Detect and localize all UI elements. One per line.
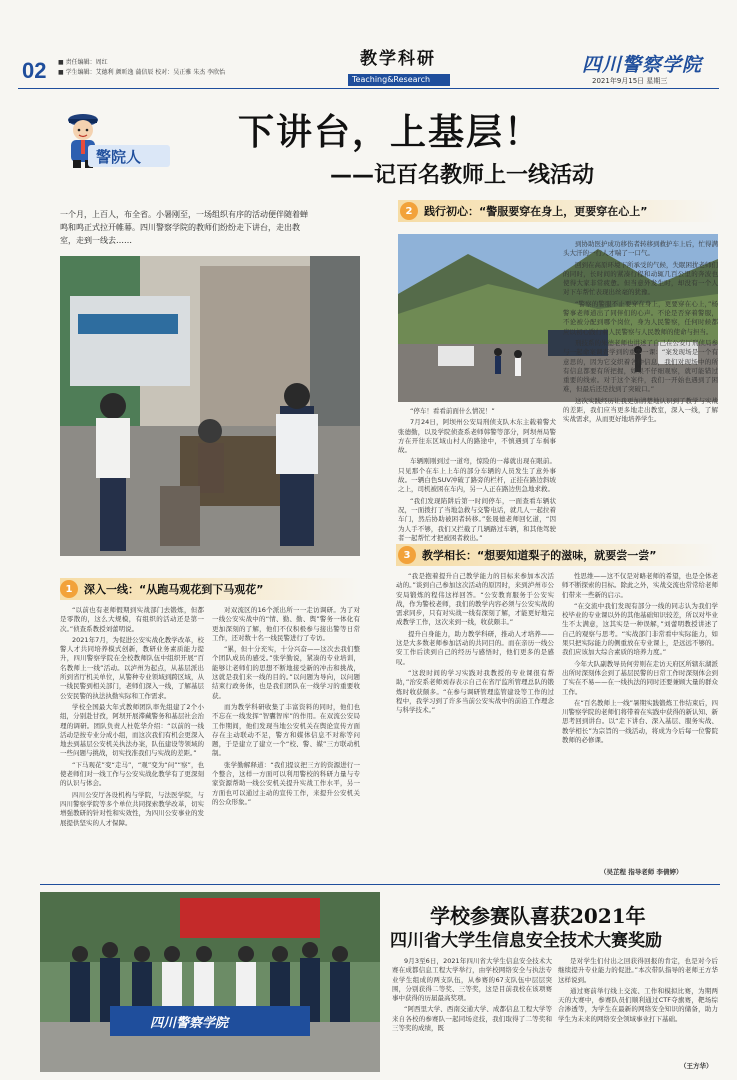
- section3-title: 教学相长：“想要知道梨子的滋味，就要尝一尝”: [422, 549, 657, 562]
- article2-title-line2: 四川省大学生信息安全技术大赛奖励: [390, 931, 662, 951]
- article2-para: 9月3至6日，2021年四川省大学生信息安全技术大赛在成都信息工程大学举行，由学校网络安全与执法专业学生组成的两支队伍，从参赛的67支队伍中层层突围，分别获得二等奖、三等奖，这是目前我校在该项赛事中获得的历届最高奖项。: [392, 957, 552, 1003]
- section2-para: 7月24日，阿坝州公安局刑侦支队木东主载着警犬张德勤，以及学院侦查系老师韩警等部分，阿坝州局警方在开往东区域山村人的路途中，不慎遇到了车祸事故。: [398, 418, 556, 455]
- section3-col2: [562, 572, 718, 868]
- section2-para: “停车！看看前面什么情况！”: [410, 407, 495, 415]
- section2-badge: 2: [400, 202, 418, 220]
- article2-para: “阿西里大学、西南交通大学、成都信息工程大学等来自各校的参赛队一起同场竞技，我们取得了二等奖和三等奖的成绩，既: [392, 1005, 552, 1033]
- section1-para: 张学勤解释道：“我们提议把三方的资源进行一个整合，这样一方面可以利用警校的科研力量与专家资源帮助一线公安机关提升实战工作水平，另一方面也可以通过主动的宣传工作，来提升公安机关的公众形象。”: [212, 760, 360, 806]
- article2-title-line1: 学校参赛队喜获2021年: [430, 904, 646, 928]
- article2-col2: [558, 957, 718, 1061]
- section2-header: [400, 202, 647, 220]
- section3-para: “在交流中我们发现有部分一线的同志认为我们学校毕业的专业课以外的其他基础知识较差，所以对毕业生不太满意，这其实是一种误解，”刘蕾明教授讲述了自己的观察与思考。“实战部门非常看中实际能力，如果只把实际能力的侧重放在专业课上，是远远不够的。我们应该加大综合素质的培养力度。”: [562, 601, 718, 657]
- section2-col1: [398, 407, 556, 542]
- section2-para: 回到在高原环境下所承受的气候，失眠困扰老师们的同时，长时间的紧凑行程和动辄几百公里的奔波也使得大家非常疲惫。但当意外发生时，却没有一个人对下车帮忙表现出丝毫的犹豫。: [563, 260, 718, 297]
- header-rule: [18, 88, 719, 89]
- article2-byline: （王方华）: [680, 1062, 713, 1070]
- section1-title: 深入一线：“从跑马观花到下马观花”: [84, 583, 264, 596]
- section1-para: “下马观花”变“走马”，“观”变为“问”“察”，也使老师们对一线工作与公安实战化教学有了更深刻的认识与体会。: [60, 760, 204, 788]
- page-number: 02: [22, 58, 47, 83]
- section1-para: 2021年7月，为促进公安实战化教学改革，校警人才共同培养模式创新，教研业务素质能力提升，四川警察学院在全校教师队伍中组织开展“百名教师上一线”活动。以泸州为起点，从基层派出所到省厅机关单位，从警种专业领域到跨区域，从一线民警到相关部门，老师们深入一线，了解基层公安民警的执法执勤实际和工作需求。: [60, 635, 204, 700]
- section1-para: 而为教学科研收集了丰富资料的同时，他们也不忘在一线发挥“智囊智库”的作用。在双流公安局工作期间，他们发现当地公安机关在舆论宣传方面存在主动联动不足，警方和媒体信息不对称等问题，于是建立了建立一个“校、警、媒”三方联动机制。: [212, 702, 360, 758]
- section1-para: “累，但十分充实，十分兴奋——这次去我们整个团队成员的感受。”张学勤说，紧凑的专业培训，能够让老师们的思想不断地接受新的冲击和挑战，这就是我们来一线的目的。”以问题为导向，以问题结束行政务体，也是我们团队在一线学习的重要收获。: [212, 645, 360, 700]
- section1-col1: [60, 606, 204, 876]
- article2-para: 是对学生们付出之回获得回报的肯定，也是对今后继续提升专业能力的促进。”本次带队指导的老师王方华这样说到。: [558, 957, 718, 984]
- section1-badge: 1: [60, 580, 78, 598]
- photo-team-award: [40, 892, 380, 1072]
- photo-village-visit: [60, 256, 360, 556]
- section3-badge: 3: [398, 546, 416, 564]
- section2-col2: [563, 240, 718, 542]
- section3-para: 提升自身能力，助力教学科研，推动人才培养——这是大多数老师参加活动的共同目的。而在亲历一线公安工作后读到自己的经历与感悟时，他们更多的是感叹。: [396, 629, 554, 666]
- section1-header: [60, 580, 263, 598]
- section2-para: 这次实践经历让我更加清楚地认识到了教学与实战的差距，我们应当更多地走出教室，深入一线，了解实战需求，从而更好地培养学生。: [563, 396, 718, 424]
- column-tag: 警院人: [96, 148, 142, 166]
- section3-para: 性思维——这不仅是对略老师的希望，也是全体老师不断探索的目标。除此之外，实战交流也常常给老师们带来一些新的启示。: [562, 572, 718, 599]
- section-subtitle: Teaching&Research: [352, 75, 431, 84]
- section3-byline: （吴芷程 指导老师 李倩婷）: [600, 868, 683, 876]
- section2-para: 到协助医护成功移伤者转移到救护车上后，忙得满头大汗的一行人才喘了一口气。: [563, 240, 718, 258]
- section3-col1: [396, 572, 554, 878]
- section2-para: “我们发现陷阱后第一时间停车，一面查看车辆状况，一面拨打了当地急救与交警电话，就几人一起拉着车门，然后协助被困者转移。”张晟德老师回忆道，“因为人手不够，我们又拦截了几辆路过车辆，和其他驾驶者一起帮忙才把被困者救出。”: [398, 496, 556, 542]
- article2-para: 通过赛前举行线上交流、工作和模拟比赛，为期两天的大赛中，参赛队员们顺利通过CTF夺旗赛，靶场综合渗透等，为学生在最新的网络安全知识的储备，助力学生为未来的网络安全领域事业打下基础。: [558, 986, 718, 1023]
- section3-para: 今年大队副教导员何劳则在走访天府区所辖东湖派出所时深刻体会到了基层民警的日常工作时深刻体会到了实在不易——在一线执法的同时还要兼顾大量的群众工作。: [562, 659, 718, 696]
- section3-header: [398, 546, 656, 564]
- article2-col1: [392, 957, 552, 1072]
- section2-para: 刑技系的朱德老师也讲述了自己在公安厅刑侦局参与一起命案调查学到的重要一课：“案发现场是一个有意思的，因为它交织着各种信息，我们对现场中的所有信息都要有所把握，如果不仔细观察，就可能错过重要的线索。对于这个案件，我们一开始也遇到了困难，但最后还是找到了突破口。”: [563, 338, 718, 394]
- section3-para: “这段时间的学习实践对我教授的专业课很有帮助，”治安系老师刘春表示自己在省厅监所管理总队的锻炼时收获颇多。“在参与调研管理监管建设等工作的过程中，我学习到了许多当前公安实战中的前沿工作理念与科学技术。”: [396, 668, 554, 715]
- section1-para: 对双流区的16个派出所一一走访调研。为了对一线公安实战中的“情、勤、勤、舆”警务一体化有更加深刻的了解，他们不仅积极参与接出警等日常工作，还对数十名一线民警进行了专访。: [212, 606, 360, 642]
- headline-sub: ——记百名教师上一线活动: [330, 163, 595, 188]
- section3-para: “我是抱着提升自己教学能力的目标来参加本次活动的。”谈到自己参加这次活动的原因时，来到泸州市公安局锻炼的程伟这样回答。“公安教育服务于公安实战，作为警校老师，我们的教学内容必须与公安实战的需求同步，只有对实战一线有深刻了解，才能更好地完成教学工作，这次来到一线，收获颇丰。”: [396, 572, 554, 627]
- section1-para: 四川公安厅各设机构与学院，与法医学院，与四川警察学院等多个单位共同探索教学改革，切实增强教研的针对性和实效性，为四川公安事业的发展提供坚实的人才保障。: [60, 790, 204, 827]
- section1-para: “以前也有老师假期到实战部门去锻炼，但都是零散的，这么大规模，有组织的活动还是第一次。”侦查系教授刘蕾明说。: [60, 606, 204, 633]
- section2-title: 践行初心：“警服要穿在身上，更要穿在心上”: [424, 205, 648, 218]
- section2-para: 车辆刚刚到过一道弯，惊险的一幕就出现在眼前。只见那个在车上上车的部分车辆的人员发生了意外事故。一辆白色SUV冲破了路旁的栏杆，正挂在路边斜坡之上，司机被困在车内，另一人正在路边焦急地求救。: [398, 457, 556, 494]
- section1-para: 学校全国最大年式教师团队率先组建了2个小组，分别赴甘孜，阿坝开展滞藏警务和基层社会治理的调研。团队负责人杜乾华介绍：“以前的一线活动是按专业分成小组，而这次我们有机会更深入地去到基层公安机关执法办案，队伍建设等领域的一些问题与挑战，切实找准我们与实战的差距。”: [60, 702, 204, 758]
- photo-banner-text: 四川警察学院: [150, 1016, 229, 1031]
- section2-para: “警察的警服不止要穿在身上，更要穿在心上，”杨警事老师道出了同伴们的心声。不论是否穿着警服，不论被分配到哪个岗位，身为人民警察，任何时候都应以初心践行着人民警察与人民教师的使命与担当。: [563, 299, 718, 336]
- bottom-rule: [40, 884, 720, 885]
- issue-date: 2021年9月15日 星期三: [592, 77, 668, 85]
- section-title: 教学科研: [360, 49, 436, 69]
- headline-main: 下讲台，上基层！: [238, 112, 543, 153]
- masthead-logo: 四川警察学院: [582, 54, 703, 76]
- section1-col2: [212, 606, 360, 876]
- intro-paragraph: 一个月，上百人，布全省。小暑刚至，一场组织有序的活动便伴随着蝉鸣和鸣正式拉开帷幕。四川警察学院的教师们纷纷走下讲台，走出教室，走到一线去……: [60, 210, 308, 245]
- section3-para: 在“百名教师上一线”暑期实践锻炼工作结束后，四川警察学院的老师们将带着在实践中获得的新认知、新思考回到讲台。以“走下讲台、深入基层、服务实战、教学相长”为宗旨的一线活动，将成为今后每一位警院教师的必修课。: [562, 698, 718, 745]
- editor-credits: ■ 责任编辑：周红 ■ 学生编辑：艾德利 颜昕逸 蒲信辰 校对：吴正雅 朱杰 李欣怡: [58, 59, 226, 76]
